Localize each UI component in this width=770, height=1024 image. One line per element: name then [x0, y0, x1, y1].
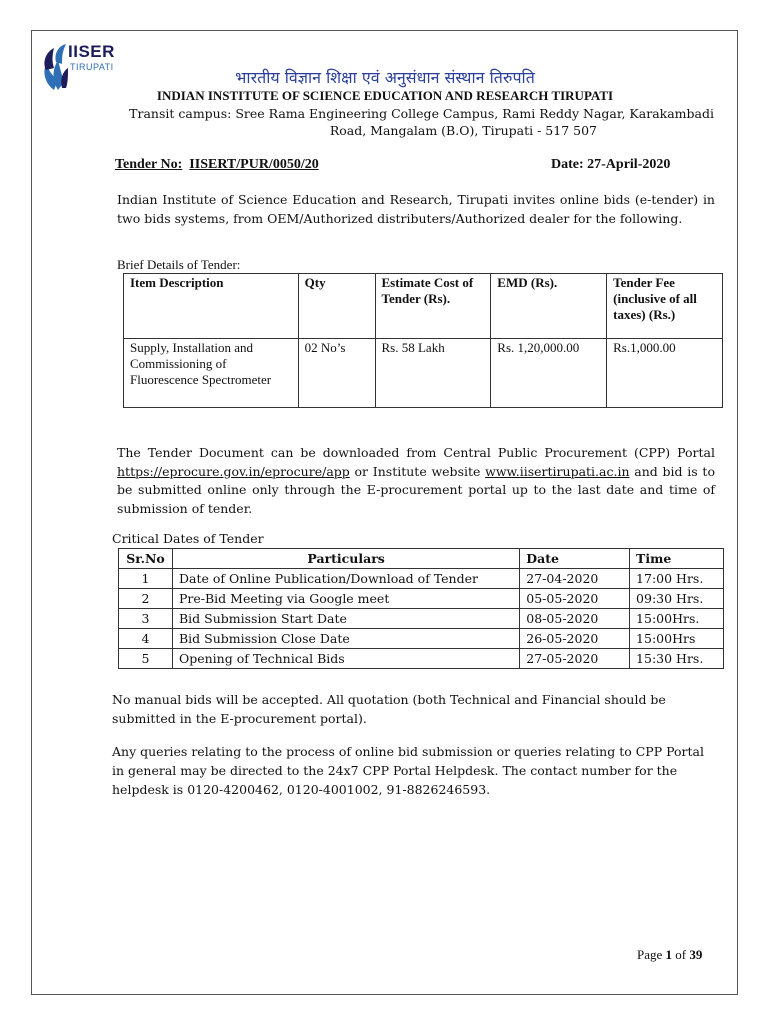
logo-subtitle: TIRUPATI — [70, 62, 114, 72]
critical-dates-table — [118, 548, 724, 669]
logo-name: IISER — [68, 42, 115, 61]
table-row — [119, 609, 724, 629]
critical-dates-title: Critical Dates of Tender — [112, 531, 264, 546]
cell-time: 17:00 Hrs. — [630, 569, 724, 589]
cell-particulars: Bid Submission Close Date — [172, 629, 519, 649]
hindi-title: भारतीय विज्ञान शिक्षा एवं अनुसंधान संस्थान तिरुपति — [235, 68, 535, 87]
table-header: Sr.No — [119, 549, 173, 569]
table-header-row — [119, 549, 724, 569]
cell-time: 15:00Hrs. — [630, 609, 724, 629]
download-paragraph: The Tender Document can be downloaded from Central Public Procurement (CPP) Portal https://eprocure.gov.in/eprocure/app or Institute website www.iisertirupati.ac.in and bid is to be submitted online only through the E-procurement portal up to the last date and time of submission of tender. — [117, 445, 715, 516]
manual-bids-note: No manual bids will be accepted. All quotation (both Technical and Financial should be submitted in the E-procurement portal). — [112, 692, 666, 726]
cell-date: 27-05-2020 — [520, 649, 630, 669]
table-row — [124, 339, 723, 408]
cell-date: 08-05-2020 — [520, 609, 630, 629]
cell-particulars: Bid Submission Start Date — [172, 609, 519, 629]
table-header: EMD (Rs). — [491, 274, 607, 339]
table-header: Estimate Cost of Tender (Rs). — [375, 274, 491, 339]
table-header-row — [124, 274, 723, 339]
item-qty: 02 No’s — [298, 339, 375, 408]
table-header: Time — [630, 549, 724, 569]
brief-details-table — [123, 273, 723, 408]
table-row — [119, 589, 724, 609]
table-header: Item Description — [124, 274, 299, 339]
cell-srno: 5 — [119, 649, 173, 669]
tender-number: Tender No: IISERT/PUR/0050/20 — [115, 157, 319, 172]
institute-name: INDIAN INSTITUTE OF SCIENCE EDUCATION AND RESEARCH TIRUPATI — [156, 88, 614, 103]
tender-date: Date: 27-April-2020 — [551, 157, 671, 172]
queries-note: Any queries relating to the process of online bid submission or queries relating to CPP Portal in general may be directed to the 24x7 CPP Portal Helpdesk. The contact number for the helpdesk is 0120-4200462, 0120-4001002, 91-8826246593. — [112, 744, 704, 797]
cell-time: 15:00Hrs — [630, 629, 724, 649]
page-number: Page 1 of 39 — [637, 947, 703, 962]
table-row — [119, 649, 724, 669]
cpp-portal-link[interactable]: https://eprocure.gov.in/eprocure/app — [117, 463, 350, 479]
cell-date: 05-05-2020 — [520, 589, 630, 609]
table-row — [119, 569, 724, 589]
address-line-1: Transit campus: Sree Rama Engineering College Campus, Rami Reddy Nagar, Karakambadi — [129, 106, 714, 121]
intro-paragraph: Indian Institute of Science Education and Research, Tirupati invites online bids (e-tender) in two bids systems, from OEM/Authorized distributers/Authorized dealer for the following. — [117, 192, 715, 226]
cell-time: 15:30 Hrs. — [630, 649, 724, 669]
table-header: Date — [520, 549, 630, 569]
item-emd: Rs. 1,20,000.00 — [491, 339, 607, 408]
cell-particulars: Pre-Bid Meeting via Google meet — [172, 589, 519, 609]
table-row — [119, 629, 724, 649]
cell-date: 26-05-2020 — [520, 629, 630, 649]
cell-srno: 4 — [119, 629, 173, 649]
table-header: Particulars — [172, 549, 519, 569]
table-header: Qty — [298, 274, 375, 339]
cell-particulars: Date of Online Publication/Download of Tender — [172, 569, 519, 589]
cell-srno: 2 — [119, 589, 173, 609]
institute-website-link[interactable]: www.iisertirupati.ac.in — [485, 463, 630, 479]
item-description: Supply, Installation and Commissioning of Fluorescence Spectrometer — [124, 339, 299, 408]
item-tender-fee: Rs.1,000.00 — [607, 339, 723, 408]
cell-srno: 1 — [119, 569, 173, 589]
cell-particulars: Opening of Technical Bids — [172, 649, 519, 669]
cell-srno: 3 — [119, 609, 173, 629]
address-line-2: Road, Mangalam (B.O), Tirupati - 517 507 — [329, 123, 597, 138]
brief-details-title: Brief Details of Tender: — [117, 257, 241, 272]
cell-date: 27-04-2020 — [520, 569, 630, 589]
item-estimate-cost: Rs. 58 Lakh — [375, 339, 491, 408]
cell-time: 09:30 Hrs. — [630, 589, 724, 609]
table-header: Tender Fee (inclusive of all taxes) (Rs.) — [607, 274, 723, 339]
